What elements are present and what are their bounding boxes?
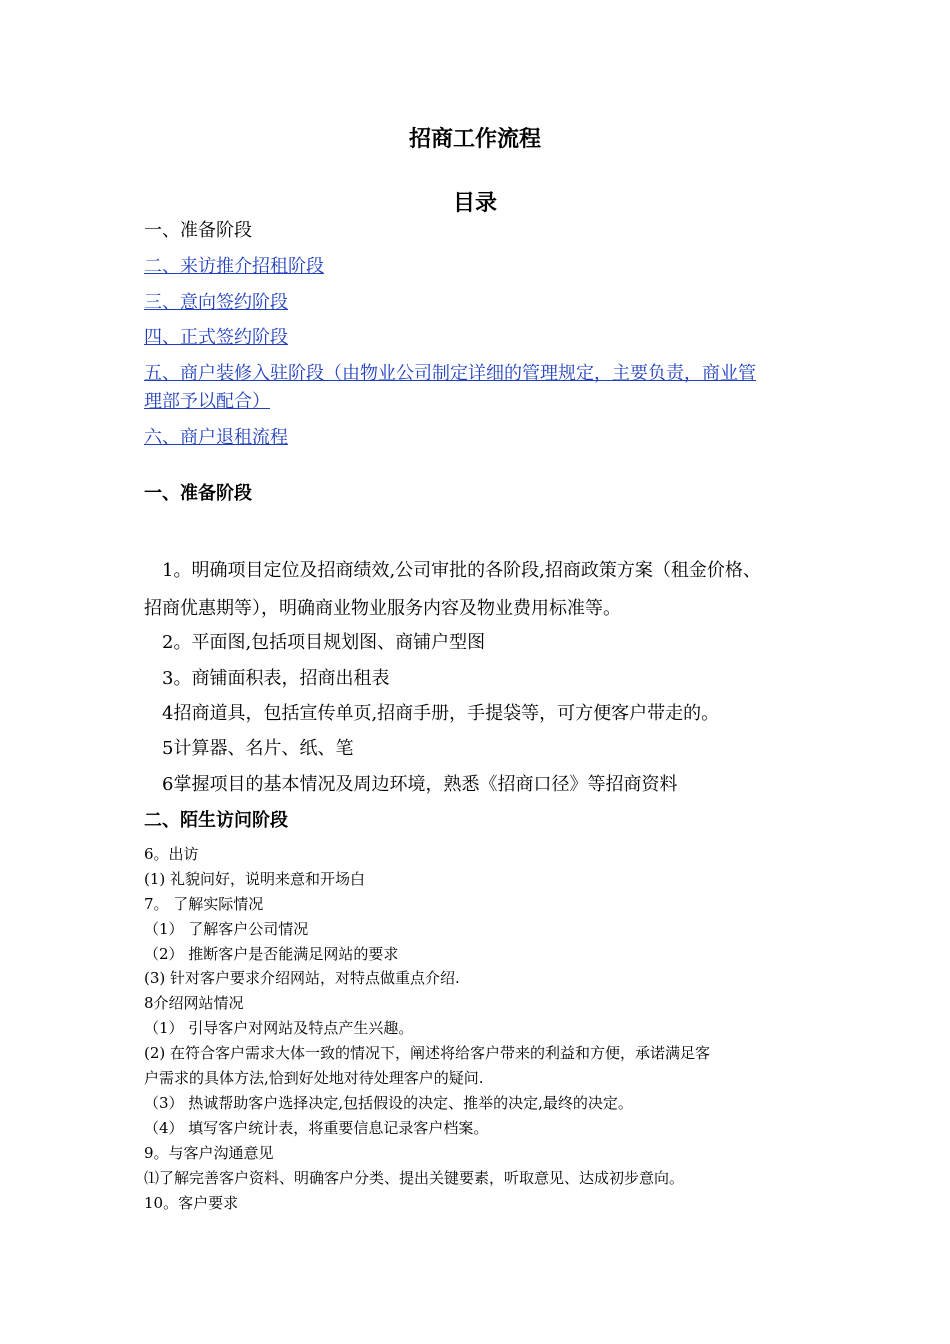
section1-line: 招商优惠期等），明确商业物业服务内容及物业费用标准等。 — [144, 598, 621, 619]
section2-line: (1) 礼貌问好，说明来意和开场白 — [144, 870, 366, 888]
section2-line: （1） 了解客户公司情况 — [144, 920, 309, 938]
section2-line: （1） 引导客户对网站及特点产生兴趣。 — [144, 1019, 414, 1037]
section2-line: (3) 针对客户要求介绍网站，对特点做重点介绍. — [144, 969, 460, 987]
section2-line: （2） 推断客户是否能满足网站的要求 — [144, 945, 399, 963]
section2-line: （3） 热诚帮助客户选择决定,包括假设的决定、推举的决定,最终的决定。 — [144, 1094, 633, 1112]
section2-line: 6。出访 — [144, 845, 199, 863]
toc-heading: 目录 — [452, 191, 497, 216]
toc-link-formal[interactable]: 四、正式签约阶段 — [144, 327, 288, 348]
section2-line: 户需求的具体方法,恰到好处地对待处理客户的疑问. — [144, 1069, 484, 1087]
document-title: 招商工作流程 — [408, 127, 541, 152]
toc-link-decoration-cont[interactable]: 理部予以配合） — [144, 391, 270, 412]
toc-item-preparation: 一、准备阶段 — [144, 220, 252, 241]
section1-line: 2。平面图,包括项目规划图、商铺户型图 — [162, 632, 486, 653]
section2-line: (2) 在符合客户需求大体一致的情况下，阐述将给客户带来的利益和方便，承诺满足客 — [144, 1044, 711, 1062]
section2-line: 7。 了解实际情况 — [144, 895, 264, 913]
toc-link-visit[interactable]: 二、来访推介招租阶段 — [144, 256, 324, 277]
section2-line: 10。客户要求 — [144, 1194, 239, 1212]
section2-line: 9。与客户沟通意见 — [144, 1144, 274, 1162]
section1-line: 4招商道具，包括宣传单页,招商手册，手提袋等，可方便客户带走的。 — [162, 703, 720, 724]
section1-line: 1。明确项目定位及招商绩效,公司审批的各阶段,招商政策方案（租金价格、 — [162, 560, 761, 581]
section1-line: 3。商铺面积表，招商出租表 — [162, 668, 390, 689]
toc-link-intent[interactable]: 三、意向签约阶段 — [144, 292, 288, 313]
toc-link-withdrawal[interactable]: 六、商户退租流程 — [144, 427, 288, 448]
toc-link-decoration[interactable]: 五、商户装修入驻阶段（由物业公司制定详细的管理规定，主要负责，商业管 — [144, 363, 756, 384]
section1-heading: 一、准备阶段 — [144, 483, 252, 504]
section2-line: ⑴了解完善客户资料、明确客户分类、提出关键要素，听取意见、达成初步意向。 — [144, 1169, 685, 1187]
section2-heading: 二、陌生访问阶段 — [144, 810, 288, 831]
section1-line: 5计算器、名片、纸、笔 — [162, 738, 354, 759]
section2-line: （4） 填写客户统计表，将重要信息记录客户档案。 — [144, 1119, 489, 1137]
section1-line: 6掌握项目的基本情况及周边环境，熟悉《招商口径》等招商资料 — [162, 774, 678, 795]
section2-line: 8介绍网站情况 — [144, 994, 244, 1012]
